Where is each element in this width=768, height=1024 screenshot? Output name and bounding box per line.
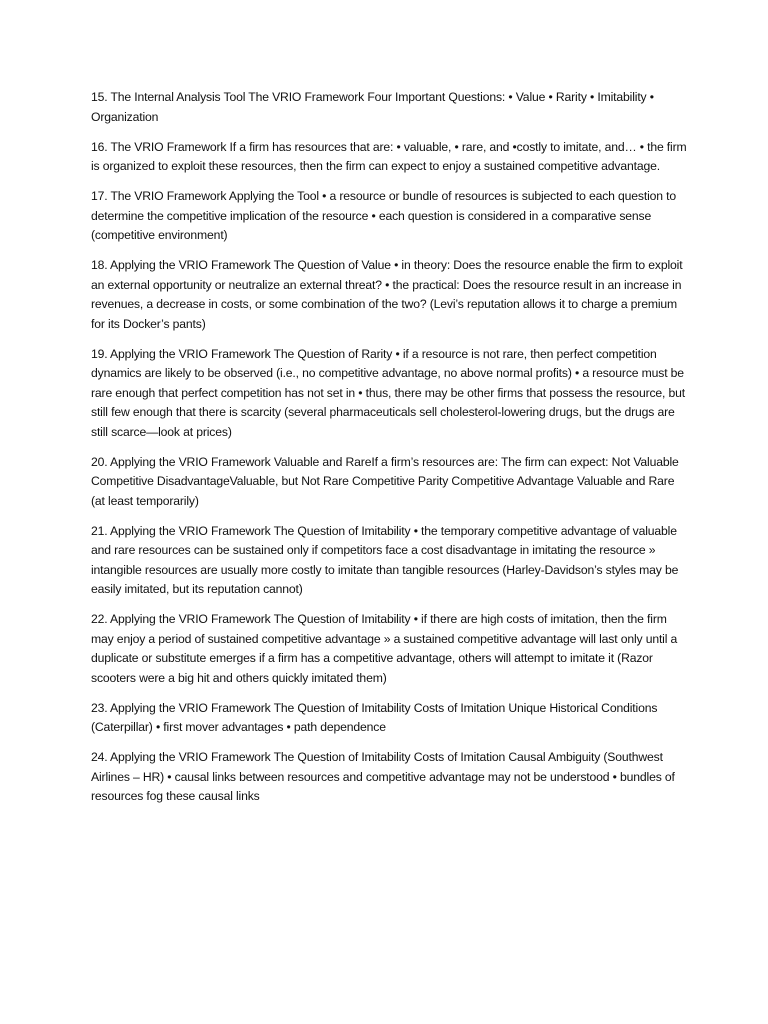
paragraph-20: 20. Applying the VRIO Framework Valuable and RareIf a firm’s resources are: The firm can expect: Not Valuable Competitive DisadvantageValuable, but Not Rare Competitive Parity Competitive Advantage Valuable and Rare (at least temporarily) bbox=[91, 454, 679, 508]
paragraph-19: 19. Applying the VRIO Framework The Question of Rarity • if a resource is not rare, then perfect competition dynamics are likely to be observed (i.e., no competitive advantage, no above normal profits) • a resource must be rare enough that perfect competition has not set in • thus, there may be other firms that possess the resource, but still few enough that there is scarcity (several pharmaceuticals sell cholesterol-lowering drugs, but the drugs are still scarce—look at prices) bbox=[91, 346, 686, 439]
paragraph-23: 23. Applying the VRIO Framework The Question of Imitability Costs of Imitation Unique Historical Conditions (Caterpillar) • first mover advantages • path dependence bbox=[91, 700, 658, 734]
document-body bbox=[91, 88, 687, 817]
paragraph-18: 18. Applying the VRIO Framework The Question of Value • in theory: Does the resource enable the firm to exploit an external opportunity or neutralize an external threat? • the practical: Does the resource result in an increase in revenues, a decrease in costs, or some combination of the two? (Levi’s reputation allows it to charge a premium for its Docker’s pants) bbox=[91, 258, 683, 331]
paragraph-24: 24. Applying the VRIO Framework The Question of Imitability Costs of Imitation Causal Ambiguity (Southwest Airlines – HR) • causal links between resources and competitive advantage may not be understood • bundles of resources fog these causal links bbox=[91, 750, 675, 803]
paragraph-21: 21. Applying the VRIO Framework The Question of Imitability • the temporary competitive advantage of valuable and rare resources can be sustained only if competitors face a cost disadvantage in imitating the resource » intangible resources are usually more costly to imitate than tangible resources (Harley-Davidson’s styles may be easily imitated, but its reputation cannot) bbox=[91, 523, 679, 596]
paragraph-16: 16. The VRIO Framework If a firm has resources that are: • valuable, • rare, and •costly to imitate, and… • the firm is organized to exploit these resources, then the firm can expect to enjoy a sustained competitive advantage. bbox=[91, 139, 687, 173]
paragraph-15: 15. The Internal Analysis Tool The VRIO Framework Four Important Questions: • Value • Rarity • Imitability • Organization bbox=[91, 90, 654, 124]
paragraph-22: 22. Applying the VRIO Framework The Question of Imitability • if there are high costs of imitation, then the firm may enjoy a period of sustained competitive advantage » a sustained competitive advantage will last only until a duplicate or substitute emerges if a firm has a competitive advantage, others will attempt to imitate it (Razor scooters were a big hit and others quickly imitated them) bbox=[91, 612, 678, 685]
paragraph-17: 17. The VRIO Framework Applying the Tool • a resource or bundle of resources is subjected to each question to determine the competitive implication of the resource • each question is considered in a comparative sense (competitive environment) bbox=[91, 189, 676, 242]
